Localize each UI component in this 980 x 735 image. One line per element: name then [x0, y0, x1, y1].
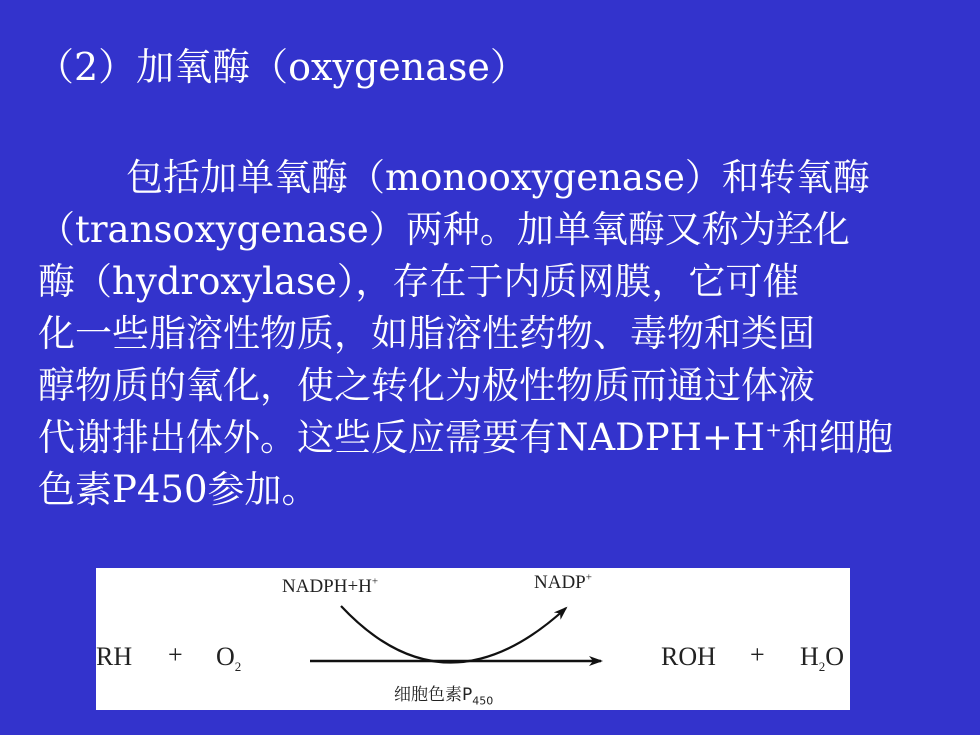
- cofactor-nadp: NADP+: [534, 571, 592, 593]
- plus-sign: +: [168, 640, 183, 669]
- paragraph-text: 和细胞: [781, 416, 893, 459]
- paragraph-line: 化一些脂溶性物质，如脂溶性药物、毒物和类固: [38, 312, 815, 355]
- paragraph-line: [38, 412, 960, 464]
- paragraph-line: 色素P450参加。: [38, 468, 319, 511]
- cofactor-curved-arrow: [341, 606, 566, 663]
- slide-paragraph: [38, 152, 960, 516]
- paragraph-line: 包括加单氧酶（monooxygenase）和转氧酶: [126, 156, 870, 199]
- product-roh: ROH: [661, 642, 716, 671]
- paragraph-line: 醇物质的氧化，使之转化为极性物质而通过体液: [38, 364, 815, 407]
- substrate-rh: RH: [96, 642, 133, 671]
- paragraph-text: 代谢排出体外。这些反应需要有NADPH+H: [38, 416, 766, 459]
- enzyme-label: 细胞色素$P_{450}$: [394, 685, 494, 708]
- paragraph-line: 酶（hydroxylase），存在于内质网膜，它可催: [38, 260, 800, 303]
- slide-title: （2）加氧酶（oxygenase）: [36, 45, 528, 89]
- paragraph-line: （transoxygenase）两种。加单氧酶又称为羟化: [38, 208, 850, 251]
- product-h2o: $H_2O$: [800, 642, 845, 675]
- cofactor-nadph: NADPH+H+: [282, 575, 379, 597]
- superscript-plus: +: [765, 417, 782, 442]
- substrate-o2: $O_2$: [216, 642, 242, 675]
- plus-sign: +: [750, 640, 765, 669]
- reaction-diagram: [96, 568, 850, 710]
